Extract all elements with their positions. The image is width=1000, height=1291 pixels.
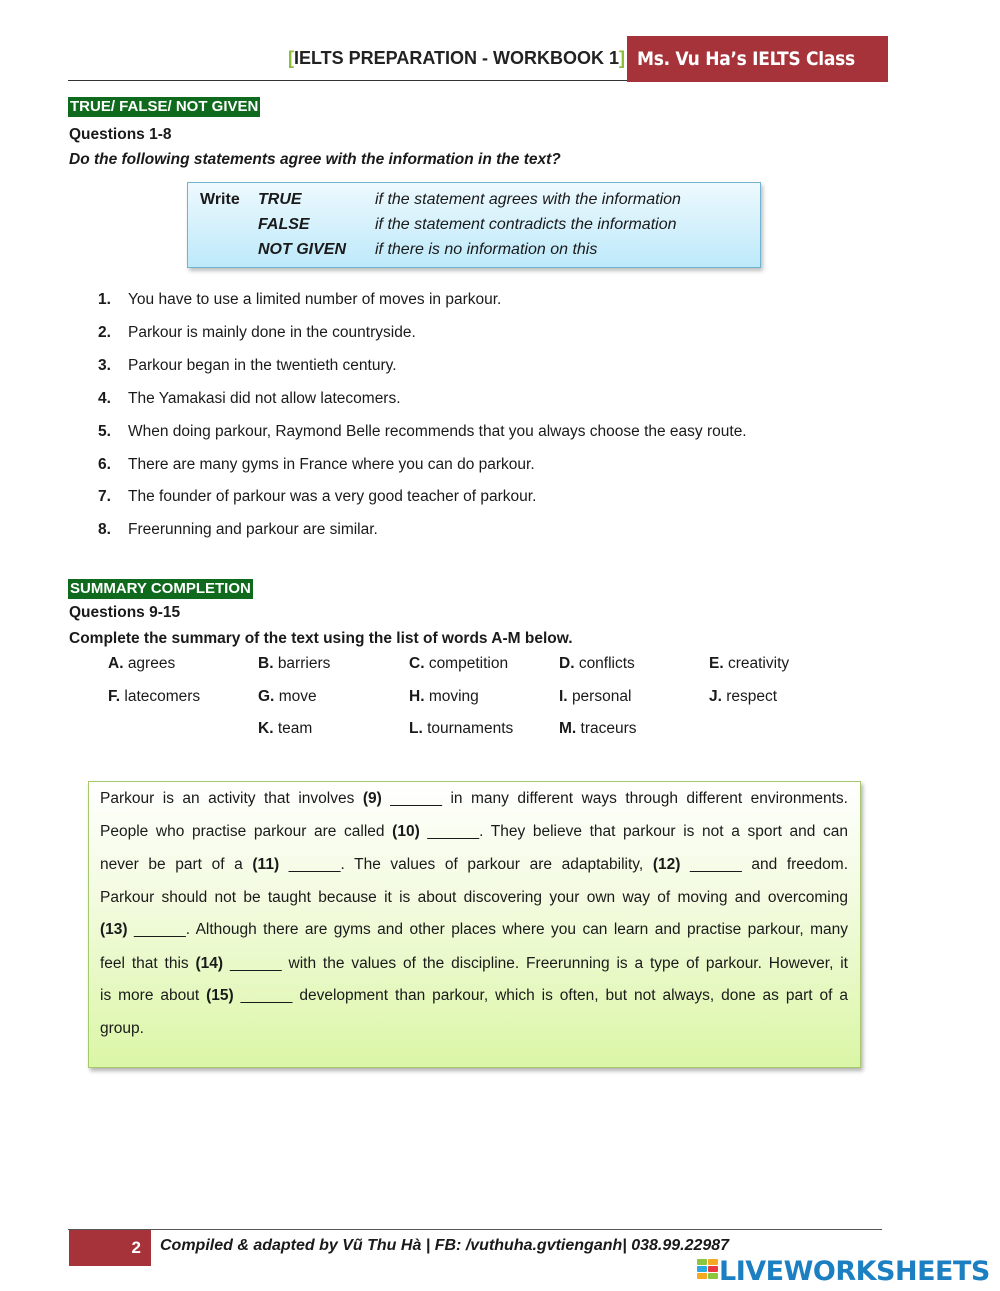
option-word: respect bbox=[726, 688, 778, 705]
option-letter: B. bbox=[258, 655, 274, 672]
option-word: agrees bbox=[127, 655, 176, 672]
footer-divider bbox=[68, 1229, 882, 1230]
word-option bbox=[409, 655, 508, 673]
summary-line bbox=[100, 1020, 848, 1038]
statement-item bbox=[98, 357, 397, 375]
liveworksheets-logo bbox=[697, 1256, 990, 1286]
statement-number: 2. bbox=[98, 324, 111, 341]
statement-item bbox=[98, 488, 536, 506]
word-option bbox=[709, 688, 777, 706]
option-word: team bbox=[277, 720, 313, 737]
statement-text: The Yamakasi did not allow latecomers. bbox=[128, 390, 401, 407]
option-word: creativity bbox=[727, 655, 790, 672]
questions-range-1: Questions 1-8 bbox=[69, 126, 172, 143]
gap-number: (11) bbox=[252, 856, 280, 873]
option-letter: M. bbox=[559, 720, 577, 737]
summary-line bbox=[100, 987, 848, 1005]
word-option bbox=[559, 655, 635, 673]
bracket-close: ] bbox=[619, 48, 626, 68]
gap-number: (12) bbox=[652, 856, 681, 873]
header-divider bbox=[68, 80, 627, 81]
statement-item bbox=[98, 390, 401, 408]
class-badge: Ms. Vu Ha’s IELTS Class bbox=[627, 36, 888, 82]
option-letter: G. bbox=[258, 688, 275, 705]
answer-desc-false: if the statement contradicts the information bbox=[375, 216, 677, 233]
footer-credit: Compiled & adapted by Vũ Thu Hà | FB: /vuthuha.gvtienganh| 038.99.22987 bbox=[160, 1237, 730, 1254]
word-option bbox=[409, 720, 513, 738]
section-label-summary: SUMMARY COMPLETION bbox=[70, 580, 251, 597]
summary-segment: ______. They believe that parkour is not a sport and can bbox=[419, 823, 849, 840]
answer-key-true: TRUE bbox=[258, 191, 302, 208]
answer-desc-not-given: if there is no information on this bbox=[375, 241, 598, 258]
option-word: latecomers bbox=[124, 688, 201, 705]
bracket-open: [ bbox=[288, 48, 294, 68]
word-option bbox=[559, 688, 631, 706]
summary-segment: never be part of a bbox=[100, 856, 253, 873]
word-option bbox=[108, 655, 175, 673]
statement-number: 7. bbox=[98, 488, 111, 505]
word-option bbox=[409, 688, 479, 706]
summary-line bbox=[100, 823, 848, 841]
statement-item bbox=[98, 423, 747, 441]
option-word: barriers bbox=[277, 655, 331, 672]
word-option bbox=[258, 720, 312, 738]
answer-key-false: FALSE bbox=[258, 216, 310, 233]
option-letter: D. bbox=[559, 655, 575, 672]
statement-text: Parkour is mainly done in the countryside. bbox=[128, 324, 416, 341]
statement-item bbox=[98, 291, 501, 309]
liveworksheets-text: LIVEWORKSHEETS bbox=[719, 1256, 990, 1287]
option-letter: K. bbox=[258, 720, 274, 737]
word-option bbox=[559, 720, 637, 738]
statement-number: 3. bbox=[98, 357, 111, 374]
word-option bbox=[709, 655, 789, 673]
summary-segment: People who practise parkour are called bbox=[100, 823, 393, 840]
summary-segment: is more about bbox=[100, 987, 207, 1004]
option-word: competition bbox=[428, 655, 509, 672]
summary-segment: Parkour should not be taught because it is about discovering your own way of moving and overcoming bbox=[100, 889, 848, 906]
instruction-2: Complete the summary of the text using the list of words A-M below. bbox=[69, 630, 573, 647]
option-letter: L. bbox=[409, 720, 423, 737]
liveworksheets-cubes-icon bbox=[697, 1259, 719, 1285]
option-letter: C. bbox=[409, 655, 425, 672]
option-word: moving bbox=[428, 688, 479, 705]
answer-key-not-given: NOT GIVEN bbox=[258, 241, 347, 258]
statement-number: 6. bbox=[98, 456, 111, 473]
statement-text: When doing parkour, Raymond Belle recommends that you always choose the easy route. bbox=[128, 423, 747, 440]
statement-number: 4. bbox=[98, 390, 111, 407]
answer-desc-true: if the statement agrees with the information bbox=[375, 191, 681, 208]
summary-segment: ______ in many different ways through different environments. bbox=[381, 790, 848, 807]
word-option bbox=[258, 688, 317, 706]
summary-segment: Parkour is an activity that involves bbox=[100, 790, 363, 807]
gap-number: (13) bbox=[100, 921, 128, 938]
header-title-text: IELTS PREPARATION - WORKBOOK 1 bbox=[294, 48, 620, 68]
gap-number: (15) bbox=[206, 987, 234, 1004]
option-letter: E. bbox=[709, 655, 724, 672]
word-option bbox=[108, 688, 200, 706]
write-label: Write bbox=[200, 191, 240, 208]
option-word: tournaments bbox=[427, 720, 514, 737]
summary-segment: ______ with the values of the discipline. Freerunning is a type of parkour. However, it bbox=[223, 955, 848, 972]
summary-line bbox=[100, 921, 848, 939]
summary-segment: ______. The values of parkour are adaptability, bbox=[279, 856, 653, 873]
statement-text: The founder of parkour was a very good teacher of parkour. bbox=[128, 488, 537, 505]
statement-item bbox=[98, 324, 416, 342]
option-letter: J. bbox=[709, 688, 722, 705]
statement-item bbox=[98, 456, 535, 474]
summary-line bbox=[100, 856, 848, 874]
summary-segment: ______ development than parkour, which is often, but not always, done as part of a bbox=[233, 987, 849, 1004]
summary-line bbox=[100, 790, 848, 808]
statement-number: 1. bbox=[98, 291, 111, 308]
write-instruction-box bbox=[187, 182, 761, 268]
questions-range-2: Questions 9-15 bbox=[69, 604, 181, 621]
summary-line bbox=[100, 889, 848, 907]
option-letter: H. bbox=[409, 688, 425, 705]
summary-segment: ______ and freedom. bbox=[680, 856, 849, 873]
section-label-tfng: TRUE/ FALSE/ NOT GIVEN bbox=[70, 98, 259, 115]
option-word: personal bbox=[571, 688, 632, 705]
summary-segment: ______. Although there are gyms and other places where you can learn and practise parkour, many bbox=[127, 921, 848, 938]
statement-number: 5. bbox=[98, 423, 111, 440]
option-letter: F. bbox=[108, 688, 121, 705]
statement-text: You have to use a limited number of moves in parkour. bbox=[128, 291, 502, 308]
summary-segment: group. bbox=[100, 1020, 144, 1037]
summary-line bbox=[100, 955, 848, 973]
statement-text: Parkour began in the twentieth century. bbox=[128, 357, 397, 374]
statement-text: There are many gyms in France where you can do parkour. bbox=[128, 456, 535, 473]
summary-segment: feel that this bbox=[100, 955, 196, 972]
word-option bbox=[258, 655, 330, 673]
statement-item bbox=[98, 521, 378, 539]
option-letter: I. bbox=[559, 688, 568, 705]
option-word: conflicts bbox=[578, 655, 635, 672]
gap-number: (9) bbox=[362, 790, 382, 807]
gap-number: (14) bbox=[195, 955, 224, 972]
option-word: traceurs bbox=[580, 720, 637, 737]
gap-number: (10) bbox=[392, 823, 420, 840]
page-number: 2 bbox=[69, 1230, 151, 1266]
instruction-1: Do the following statements agree with the information in the text? bbox=[69, 151, 561, 168]
statement-number: 8. bbox=[98, 521, 111, 538]
header-title bbox=[288, 48, 625, 69]
option-word: move bbox=[278, 688, 317, 705]
option-letter: A. bbox=[108, 655, 124, 672]
statement-text: Freerunning and parkour are similar. bbox=[128, 521, 378, 538]
